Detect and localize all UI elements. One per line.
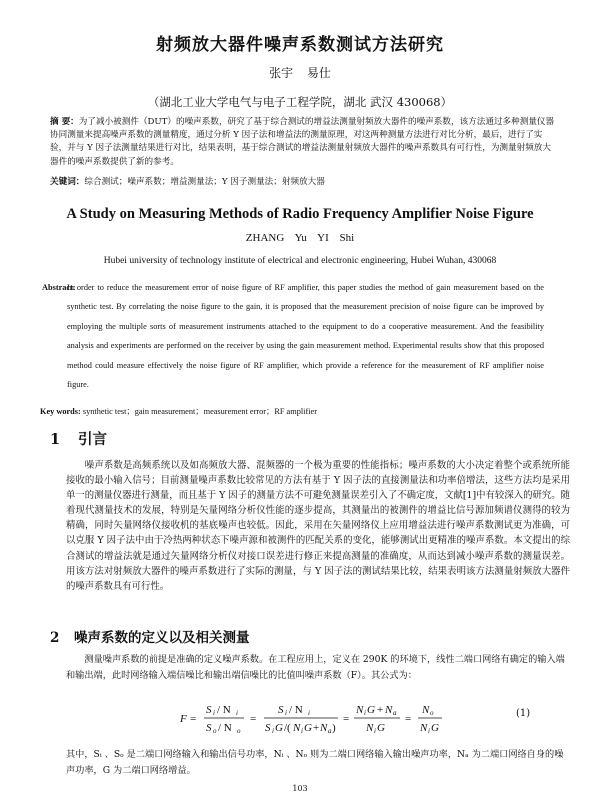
svg-text:G: G bbox=[275, 722, 283, 734]
abstract-cn bbox=[50, 116, 555, 169]
svg-text:a: a bbox=[328, 727, 332, 735]
svg-text:/ N: / N bbox=[218, 722, 232, 734]
section2-body: 测量噪声系数的前提是准确的定义噪声系数。在工程应用上，定义在 290K 的环境下，线性二端口网络有确定的输入端和输出端，此时网络输入端信噪比和输出端信噪比的比值叫噪声系数（F）。其公式为： bbox=[66, 654, 565, 681]
svg-text:N: N bbox=[420, 722, 428, 734]
authors-en: ZHANG Yu YI Shi bbox=[245, 232, 355, 244]
equation-1-label: (1) bbox=[516, 708, 531, 719]
svg-text:): ) bbox=[332, 722, 336, 734]
svg-text:i: i bbox=[285, 709, 287, 717]
equation-explanation: 其中，Sᵢ 、Sₒ 是二端口网络输入和输出信号功率，Nᵢ 、Nₒ 则为二端口网络输入输出噪声功率，Nₐ 为二端口网络自身的噪声功率，G 为二端口网络增益。 bbox=[66, 749, 564, 776]
section1-body: 噪声系数是高频系统以及如高频放大器、混频器的一个极为重要的性能指标；噪声系数的大小决定着整个或系统所能接收的最小输入信号；目前测量噪声系数比较常见的方法有基于 Y 因子法的直接测量法和功率倍增法，这些方法均是采用单一的测量仪器进行测量，而且基于 Y 因子的测量方法不可避免测量误差引入了不确定度，文献[1]中有较深入的研究。随着现代测量技术的发展，特别是矢量网络分析仪性能的逐步提高，其测量出的被测件的增益比信号源加频谱仪测得的较为精确，同时矢量网络仪接收机的基底噪声也较低。因此，采用在矢量网络仪上应用增益法进行噪声系数测试更为准确，可以克服 Y 因子法中由于冷热两种状态下噪声源和被测件的匹配关系的变化，能够测试出更精准的噪声系数。本文提出的综合测试的增益法就是通过矢量网络分析仪对接口误差进行修正来提高测量的准确度，从而达到减小噪声系数的测量误差。用该方法对射频放大器件的噪声系数进行了实际的测量，与 Y 因子法的测试结果比较，结果表明该方法测量射频放大器件的噪声系数具有可行性。 bbox=[66, 460, 570, 592]
svg-text:N: N bbox=[366, 722, 374, 734]
abstract-en-text: In order to reduce the measurement error of noise figure of RF amplifier, this paper studies the method of gain measurement based on the synthetic test. By correlating the noise figure to the gain, it is proposed that the measurement precision of noise figure can be improved by employing the multiple sorts of measurement instruments attached to the equipment to do a cooperative measurement. And the feasibility analysis and experiments are performed on the receiver by using the gain measurement method. Experimental results show that this proposed method could measure effectively the noise figure of RF amplifier, which provide a reference for the measurement of RF amplifier noise figure. bbox=[67, 283, 544, 390]
keywords-en bbox=[40, 405, 560, 417]
svg-text:N: N bbox=[385, 704, 393, 716]
equation-1 bbox=[180, 698, 480, 738]
section1-heading bbox=[50, 428, 107, 449]
svg-text:G: G bbox=[431, 722, 439, 734]
svg-text:N: N bbox=[356, 704, 364, 716]
svg-text:i: i bbox=[236, 709, 238, 717]
svg-text:=: = bbox=[250, 713, 257, 725]
svg-text:S: S bbox=[265, 722, 271, 734]
svg-text:o: o bbox=[430, 709, 434, 717]
svg-text:N: N bbox=[293, 722, 301, 734]
keywords-cn-text: 综合测试；噪声系数；增益测量法；Y 因子测量法；射频放大器 bbox=[84, 177, 325, 187]
svg-text:=: = bbox=[190, 713, 197, 725]
svg-text:/ N: / N bbox=[217, 704, 231, 716]
authors-cn: 张宇 易仕 bbox=[269, 66, 331, 80]
svg-text:i: i bbox=[374, 727, 376, 735]
keywords-en-label: Key words: bbox=[40, 407, 81, 416]
svg-text:G: G bbox=[304, 722, 312, 734]
svg-text:a: a bbox=[393, 709, 397, 717]
svg-text:G: G bbox=[367, 704, 375, 716]
section2-heading bbox=[50, 626, 250, 646]
keywords-cn bbox=[50, 175, 555, 187]
svg-text:F: F bbox=[180, 713, 187, 725]
svg-text:i: i bbox=[364, 709, 366, 717]
section2-number: 2 bbox=[50, 630, 60, 646]
svg-text:i: i bbox=[213, 709, 215, 717]
abstract-cn-label: 摘 要： bbox=[50, 117, 79, 127]
svg-text:+: + bbox=[377, 704, 384, 716]
svg-text:/(: /( bbox=[284, 722, 291, 734]
svg-text:/ N: / N bbox=[289, 704, 303, 716]
svg-text:N: N bbox=[422, 704, 430, 716]
keywords-cn-label: 关键词： bbox=[50, 177, 85, 187]
section1-number: 1 bbox=[50, 431, 61, 448]
svg-text:i: i bbox=[301, 727, 303, 735]
svg-text:o: o bbox=[213, 727, 217, 735]
page-number: 103 bbox=[292, 784, 308, 793]
svg-text:i: i bbox=[428, 727, 430, 735]
svg-text:S: S bbox=[278, 704, 284, 716]
svg-text:S: S bbox=[206, 722, 212, 734]
svg-text:=: = bbox=[405, 713, 412, 725]
keywords-en-text: synthetic test；gain measurement；measurement error；RF amplifier bbox=[82, 407, 317, 416]
svg-text:S: S bbox=[206, 704, 212, 716]
abstract-en-label: Abstract: bbox=[42, 283, 76, 292]
affiliation-en: Hubei university of technology institute of electrical and electronic engineering, Hubei Wuhan, 430068 bbox=[103, 256, 497, 266]
abstract-cn-text: 为了减小被测件（DUT）的噪声系数，研究了基于综合测试的增益法测量射频放大器件的噪声系数，该方法通过多种测量仪器协同测量来提高噪声系数的测量精度，通过分析 Y 因子法和增益法的测量原理，对这两种测量方法进行对比分析，最后，进行了实验，并与 Y 因子法测量结果进行对比，结果表明，基于综合测试的增益法测量射频放大器件的噪声系数具有可行性，为测量射频放大器件的噪声系数提供了新的参考。 bbox=[50, 117, 555, 167]
section1-title: 引言 bbox=[78, 431, 107, 448]
paper-title-en: A Study on Measuring Methods of Radio Frequency Amplifier Noise Figure bbox=[66, 206, 534, 222]
svg-text:i: i bbox=[308, 709, 310, 717]
svg-text:=: = bbox=[343, 713, 350, 725]
noise-figure-formula bbox=[180, 698, 480, 738]
abstract-en bbox=[42, 278, 544, 394]
section2-title: 噪声系数的定义以及相关测量 bbox=[74, 630, 250, 646]
svg-text:+: + bbox=[313, 722, 320, 734]
affiliation-cn: （湖北工业大学电气与电子工程学院，湖北 武汉 430068） bbox=[147, 95, 453, 109]
svg-text:G: G bbox=[377, 722, 385, 734]
svg-text:o: o bbox=[237, 727, 241, 735]
paper-title-cn: 射频放大器件噪声系数测试方法研究 bbox=[156, 35, 444, 55]
svg-text:i: i bbox=[272, 727, 274, 735]
svg-text:N: N bbox=[320, 722, 328, 734]
